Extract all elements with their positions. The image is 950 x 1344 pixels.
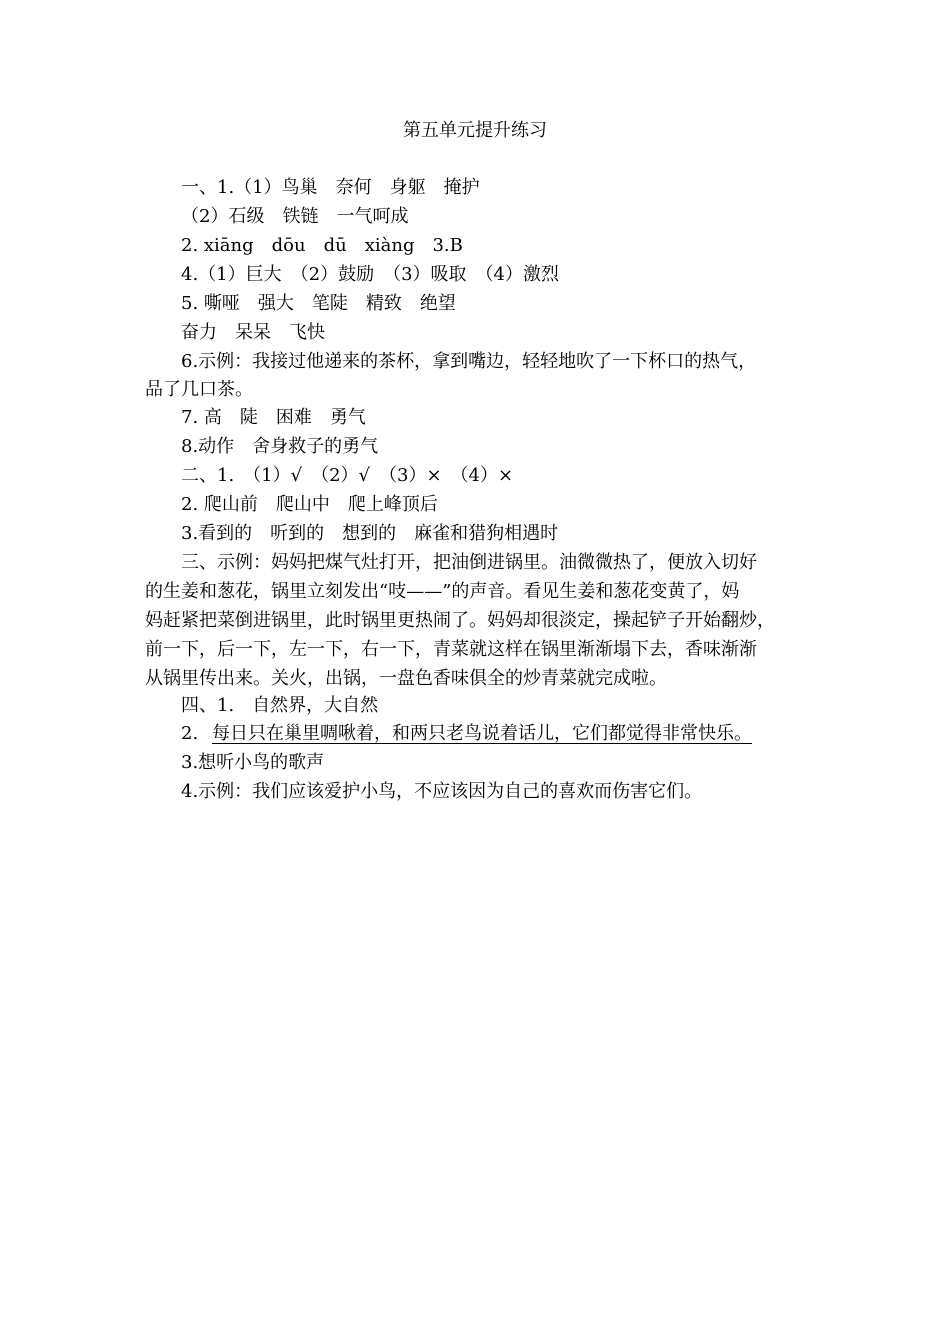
answer-line: 3.想听小鸟的歌声 [181, 752, 325, 773]
answer-line: 2. 爬山前 爬山中 爬上峰顶后 [181, 494, 438, 515]
answer-line: 前一下，后一下，左一下，右一下，青菜就这样在锅里渐渐塌下去，香味渐渐 [145, 639, 757, 660]
answer-line: 5. 嘶哑 强大 笔陡 精致 绝望 [181, 293, 456, 314]
answer-line: 2. xiāng dōu dū xiàng 3.B [181, 235, 463, 256]
answer-line: 从锅里传出来。关火，出锅，一盘色香味俱全的炒青菜就完成啦。 [145, 668, 667, 689]
answer-line: 四、1. 自然界，大自然 [181, 695, 379, 716]
answer-line: 8.动作 舍身救子的勇气 [181, 436, 379, 457]
answer-line: 妈赶紧把菜倒进锅里，此时锅里更热闹了。妈妈却很淡定，操起铲子开始翻炒， [145, 610, 775, 631]
answer-line-number: 2. [181, 723, 199, 744]
answer-line: 的生姜和葱花，锅里立刻发出“吱——”的声音。看见生姜和葱花变黄了，妈 [145, 581, 740, 602]
answer-line: 一、1.（1）鸟巢 奈何 身躯 掩护 [181, 177, 480, 198]
answer-line: 品了几口茶。 [145, 379, 253, 400]
answer-line: 三、示例：妈妈把煤气灶打开，把油倒进锅里。油微微热了，便放入切好 [181, 552, 757, 573]
answer-line: 4.示例：我们应该爱护小鸟，不应该因为自己的喜欢而伤害它们。 [181, 781, 703, 802]
underlined-answer: 每日只在巢里啁啾着，和两只老鸟说着话儿，它们都觉得非常快乐。 [212, 723, 752, 744]
page-title: 第五单元提升练习 [403, 120, 547, 141]
answer-line: 奋力 呆呆 飞快 [181, 322, 325, 343]
answer-line: 7. 高 陡 困难 勇气 [181, 407, 366, 428]
answer-line: 3.看到的 听到的 想到的 麻雀和猎狗相遇时 [181, 523, 559, 544]
answer-line: （2）石级 铁链 一气呵成 [181, 206, 409, 227]
answer-line: 6.示例：我接过他递来的茶杯，拿到嘴边，轻轻地吹了一下杯口的热气， [181, 351, 757, 372]
answer-line: 二、1. （1）√ （2）√ （3）× （4）× [181, 465, 514, 486]
answer-line: 4.（1）巨大 （2）鼓励 （3）吸取 （4）激烈 [181, 264, 559, 285]
